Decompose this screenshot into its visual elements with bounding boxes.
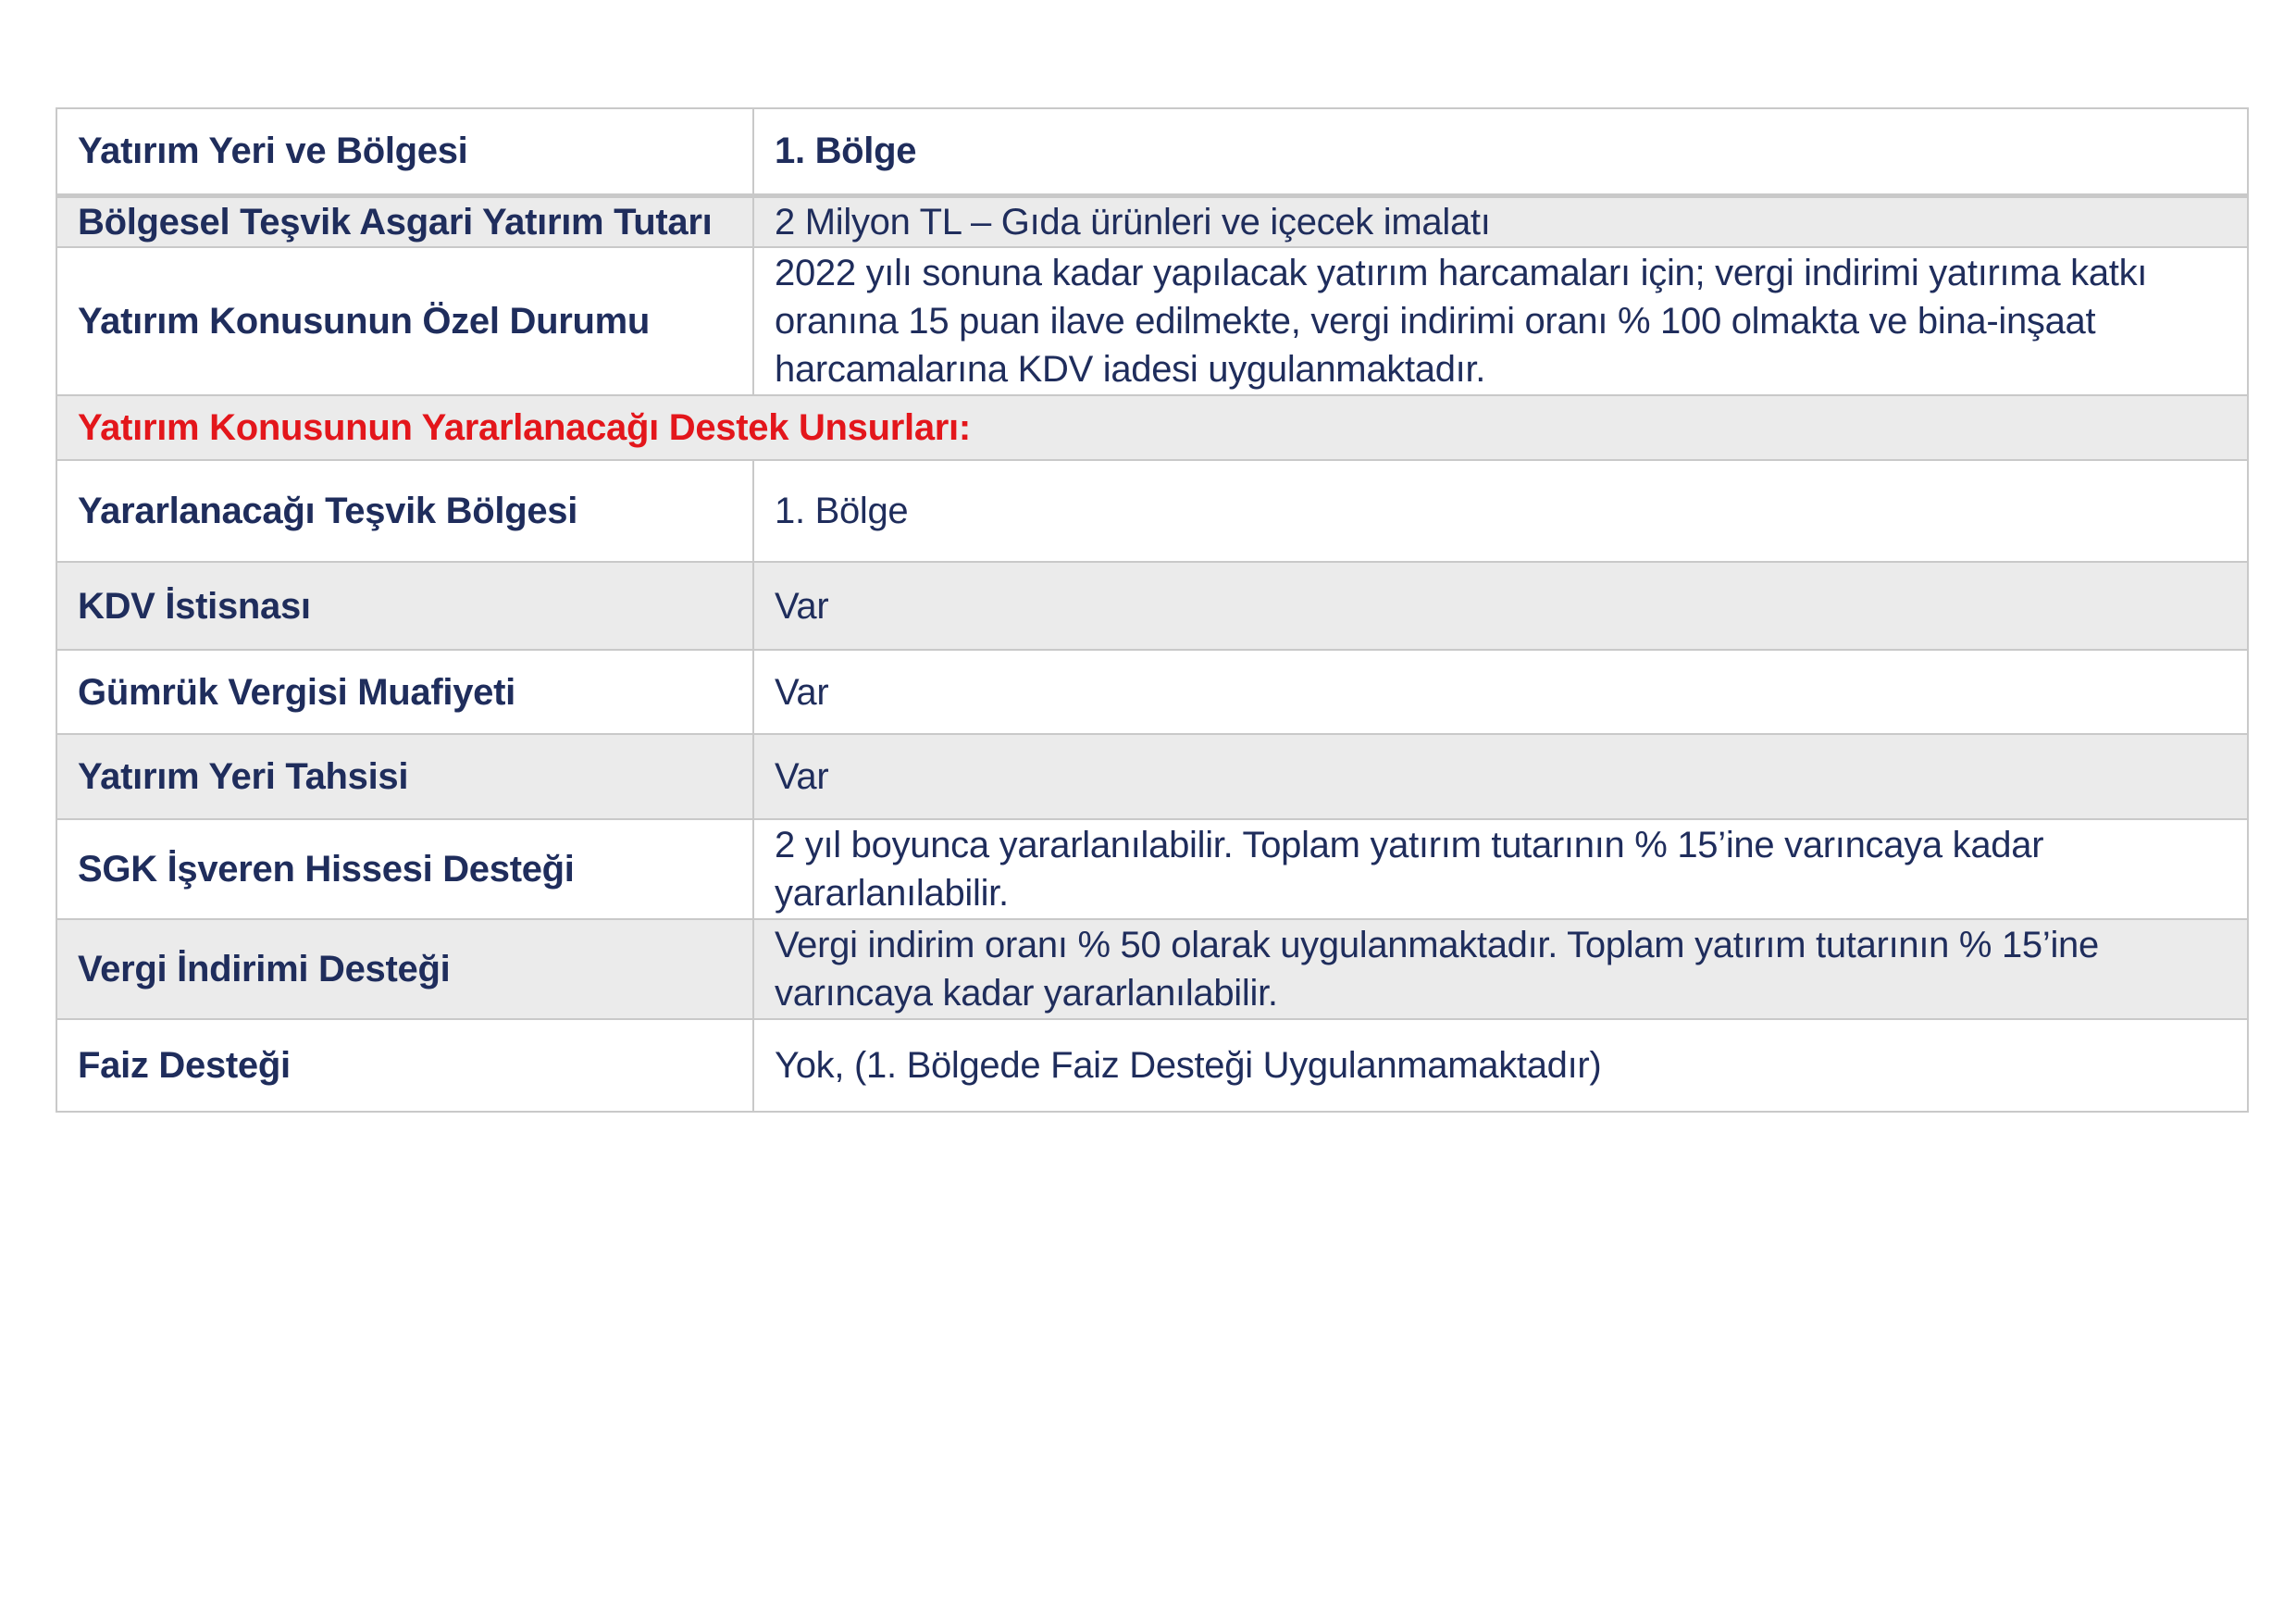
table-row-tax-reduction bbox=[56, 919, 2248, 1019]
section-title: Yatırım Konusunun Yararlanacağı Destek Unsurları: bbox=[56, 395, 2248, 460]
row-value: 1. Bölge bbox=[753, 460, 2248, 562]
row-value: Vergi indirim oranı % 50 olarak uygulanmaktadır. Toplam yatırım tutarının % 15’ine varıncaya kadar yararlanılabilir. bbox=[753, 919, 2248, 1019]
row-value: Var bbox=[753, 650, 2248, 734]
row-value: 1. Bölge bbox=[753, 108, 2248, 195]
row-label: KDV İstisnası bbox=[56, 562, 753, 650]
table-row-interest bbox=[56, 1019, 2248, 1112]
row-label: Yatırım Yeri ve Bölgesi bbox=[56, 108, 753, 195]
table-row-region bbox=[56, 460, 2248, 562]
table-row-section-title bbox=[56, 395, 2248, 460]
table-row-min-investment bbox=[56, 195, 2248, 247]
row-label: Yararlanacağı Teşvik Bölgesi bbox=[56, 460, 753, 562]
table-row-land-allocation bbox=[56, 734, 2248, 819]
row-value: Yok, (1. Bölgede Faiz Desteği Uygulanmamaktadır) bbox=[753, 1019, 2248, 1112]
row-value: 2022 yılı sonuna kadar yapılacak yatırım harcamaları için; vergi indirimi yatırıma katkı oranına 15 puan ilave edilmekte, vergi indirimi oranı % 100 olmakta ve bina-inşaat harcamalarına KDV iadesi uygulanmaktadır. bbox=[753, 247, 2248, 395]
table-row-sgk bbox=[56, 819, 2248, 919]
row-label: Bölgesel Teşvik Asgari Yatırım Tutarı bbox=[56, 195, 753, 247]
table-row-customs bbox=[56, 650, 2248, 734]
table-row-special-status bbox=[56, 247, 2248, 395]
row-label: Gümrük Vergisi Muafiyeti bbox=[56, 650, 753, 734]
row-label: Yatırım Konusunun Özel Durumu bbox=[56, 247, 753, 395]
row-label: SGK İşveren Hissesi Desteği bbox=[56, 819, 753, 919]
row-label: Faiz Desteği bbox=[56, 1019, 753, 1112]
table-row-kdv bbox=[56, 562, 2248, 650]
row-label: Yatırım Yeri Tahsisi bbox=[56, 734, 753, 819]
incentive-table bbox=[56, 107, 2249, 1113]
row-value: Var bbox=[753, 734, 2248, 819]
table-row-location bbox=[56, 108, 2248, 195]
row-label: Vergi İndirimi Desteği bbox=[56, 919, 753, 1019]
row-value: Var bbox=[753, 562, 2248, 650]
row-value: 2 Milyon TL – Gıda ürünleri ve içecek imalatı bbox=[753, 195, 2248, 247]
row-value: 2 yıl boyunca yararlanılabilir. Toplam yatırım tutarının % 15’ine varıncaya kadar yararlanılabilir. bbox=[753, 819, 2248, 919]
